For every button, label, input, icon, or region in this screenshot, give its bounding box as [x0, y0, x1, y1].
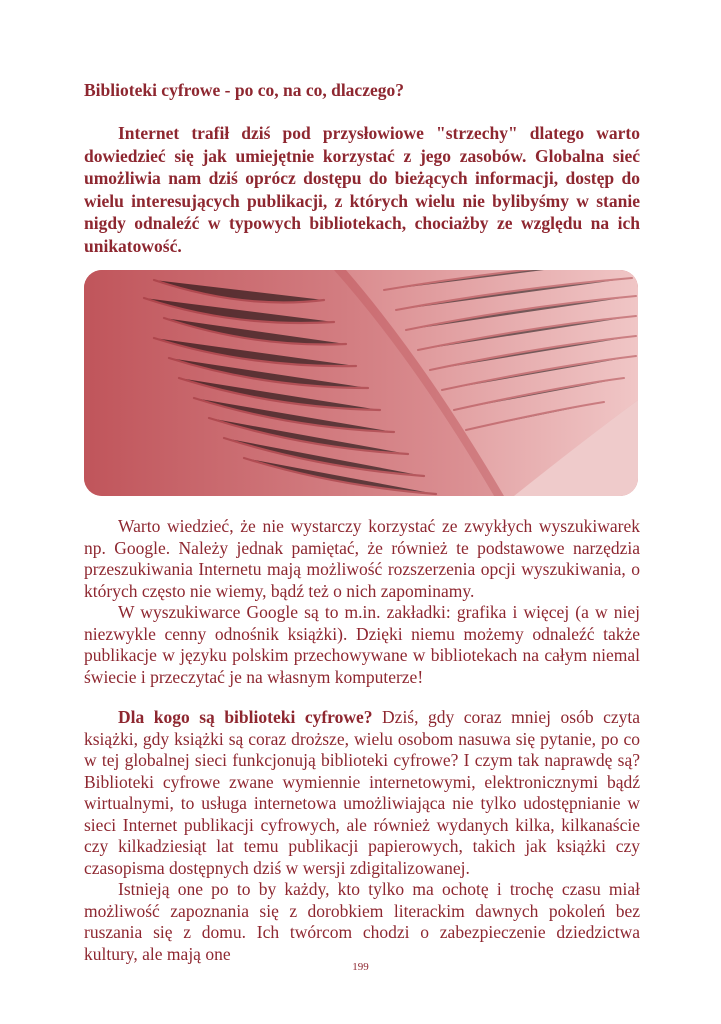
section-paragraph-1 [84, 707, 640, 879]
body-text [84, 516, 640, 688]
section-intro-text: Dziś, gdy coraz mniej osób czyta książki, gdy książki są coraz droższe, wielu osobom nasuwa się pytanie, po co w tej globalnej sieci funkcjonują biblioteki cyfrowe? I czym tak naprawdę są? Biblioteki cyfrowe zwane wymiennie internetowymi, elektronicznymi bądź wirtualnymi, to usługa internetowa umożliwiająca nie tylko udostępnianie w sieci Internet publikacji cyfrowych, ale również wydanych kilka, kilkanaście czy kilkadziesiąt lat temu publikacji papierowych, takich jak książki czy czasopisma dostępnych dziś w wersji zdigitalizowanej. [84, 707, 640, 878]
open-book-photo [84, 270, 638, 496]
page-number: 199 [352, 961, 369, 973]
section-heading: Biblioteki cyfrowe - po co, na co, dlaczego? [84, 80, 404, 100]
section-paragraph-2: Istnieją one po to by każdy, kto tylko ma ochotę i trochę czasu miał możliwość zapoznania się z dorobkiem literackim dawnych pokoleń bez ruszania się z domu. Ich twórcom chodzi o zabezpieczenie dziedzictwa kultury, ale mają one [84, 879, 640, 964]
paragraph-search-engines: Warto wiedzieć, że nie wystarczy korzystać ze zwykłych wyszukiwarek np. Google. Należy jednak pamiętać, że również te podstawowe narzędzia przeszukiwania Internetu mają możliwość rozszerzenia opcji wyszukiwania, o których często nie wiemy, bądź też o nich zapominamy. [84, 516, 640, 601]
section-subheading: Dla kogo są biblioteki cyfrowe? [118, 707, 373, 727]
lead-paragraph: Internet trafił dziś pod przysłowiowe "strzechy" dlatego warto dowiedzieć się jak umiejętnie korzystać z jego zasobów. Globalna sieć umożliwia nam dziś oprócz dostępu do bieżących informacji, dostęp do wielu interesujących publikacji, z których wielu nie bylibyśmy w stanie nigdy odnaleźć w typowych bibliotekach, chociażby ze względu na ich unikatowość. [84, 123, 640, 256]
paragraph-google-tabs: W wyszukiwarce Google są to m.in. zakładki: grafika i więcej (a w niej niezwykle cenny odnośnik książki). Dzięki niemu możemy odnaleźć także publikacje w języku polskim przechowywane w bibliotekach na całym niemal świecie i przeczytać je na własnym komputerze! [84, 602, 640, 687]
digital-libraries-section [84, 707, 640, 965]
